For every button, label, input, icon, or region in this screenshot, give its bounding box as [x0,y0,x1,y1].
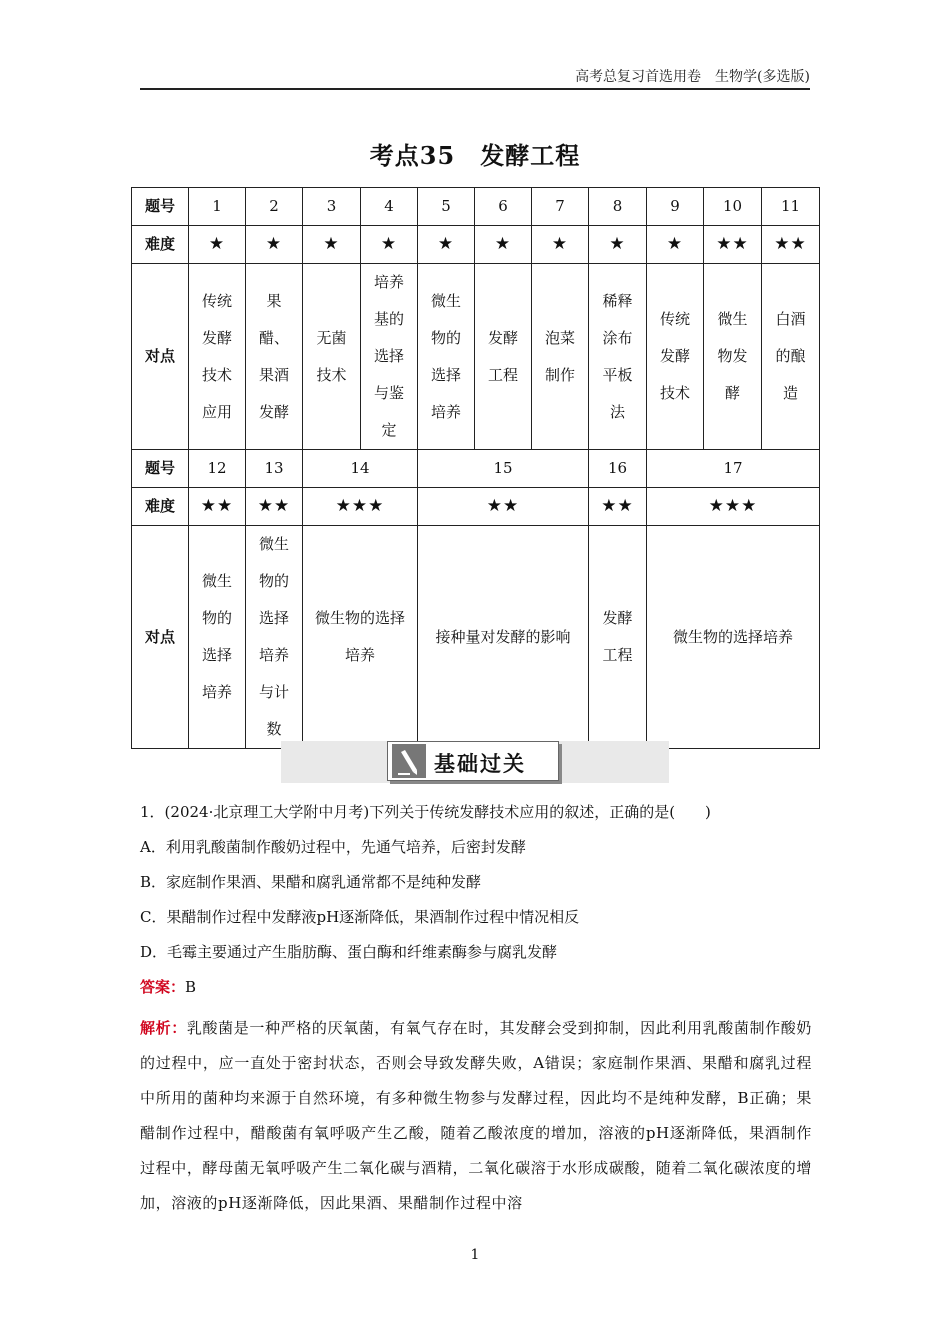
cell-topic: 白酒的酿造 [775,310,806,402]
row-label-number: 题号 [132,450,189,488]
cell-number: 17 [647,450,820,488]
cell-topic: 微生物的选择培养 [430,291,461,421]
banner-label: 基础过关 [434,752,526,776]
cell-difficulty: ★ [589,226,647,264]
cell-topic: 传统发酵技术 [659,310,690,402]
cell-number: 10 [704,188,762,226]
cell-number: 14 [303,450,418,488]
option-b: B．家庭制作果酒、果醋和腐乳通常都不是纯种发酵 [140,873,482,891]
cell-number: 9 [647,188,704,226]
analysis-text: 乳酸菌是一种严格的厌氧菌，有氧气存在时，其发酵会受到抑制，因此利用乳酸菌制作酸奶的过程中，应一直处于密封状态，否则会导致发酵失败，A错误；家庭制作果酒、果醋和腐乳过程中所用的菌种均来源于自然环境，有多种微生物参与发酵过程，因此均不是纯种发酵，B正确；果醋制作过程中，醋酸菌有氧呼吸产生乙酸，随着乙酸浓度的增加，溶液的pH逐渐降低，果酒制作过程中，酵母菌无氧呼吸产生二氧化碳与酒精，二氧化碳溶于水形成碳酸，随着二氧化碳浓度的增加，溶液的pH逐渐降低，因此果酒、果醋制作过程中溶 [140,1019,812,1212]
cell-number: 15 [418,450,589,488]
cell-difficulty: ★★ [704,226,762,264]
row-label-topic: 对点 [132,264,189,450]
cell-topic: 果醋、果酒发酵 [258,291,289,421]
cell-number: 16 [589,450,647,488]
cell-topic: 发酵工程 [602,609,633,664]
cell-number: 6 [475,188,532,226]
header-rule [140,88,810,90]
banner-box [387,741,559,781]
cell-number: 1 [189,188,246,226]
cell-number: 13 [246,450,303,488]
running-header: 高考总复习首选用卷 生物学(多选版) [575,69,810,85]
cell-number: 2 [246,188,303,226]
cell-difficulty: ★ [532,226,589,264]
cell-topic: 微生物的选择培养 [647,526,820,749]
cell-topic: 培养基的选择与鉴定 [373,273,404,439]
page-number: 1 [470,1247,480,1263]
section-banner [281,741,669,783]
cell-topic: 传统发酵技术应用 [201,291,232,421]
cell-difficulty: ★★ [189,488,246,526]
cell-difficulty: ★ [361,226,418,264]
cell-number: 11 [762,188,820,226]
cell-difficulty: ★ [418,226,475,264]
pencil-icon [392,744,426,778]
cell-topic: 发酵工程 [487,328,518,384]
row-label-difficulty: 难度 [132,226,189,264]
difficulty-table [131,187,820,749]
cell-number: 5 [418,188,475,226]
cell-difficulty: ★★ [418,488,589,526]
cell-topic: 无菌技术 [316,328,347,384]
cell-difficulty: ★★ [589,488,647,526]
cell-topic: 微生物的选择培养 [201,572,232,701]
row-label-difficulty: 难度 [132,488,189,526]
answer-value: B [185,978,197,996]
cell-number: 8 [589,188,647,226]
option-c: C．果醋制作过程中发酵液pH逐渐降低，果酒制作过程中情况相反 [140,908,580,926]
analysis-paragraph [140,1011,812,1221]
cell-difficulty: ★★ [762,226,820,264]
cell-number: 4 [361,188,418,226]
analysis-label: 解析： [140,1019,187,1037]
row-label-number: 题号 [132,188,189,226]
page-title: 考点35 发酵工程 [369,141,581,170]
cell-topic: 接种量对发酵的影响 [418,526,589,749]
cell-topic: 微生物发酵 [717,310,748,402]
row-label-topic: 对点 [132,526,189,749]
option-a: A．利用乳酸菌制作酸奶过程中，先通气培养，后密封发酵 [140,838,526,856]
cell-number: 3 [303,188,361,226]
cell-number: 7 [532,188,589,226]
cell-difficulty: ★★ [246,488,303,526]
cell-number: 12 [189,450,246,488]
cell-difficulty: ★★★ [647,488,820,526]
cell-difficulty: ★ [189,226,246,264]
answer-line [140,977,812,997]
answer-label: 答案： [140,978,186,996]
cell-difficulty: ★ [475,226,532,264]
cell-difficulty: ★ [246,226,303,264]
cell-difficulty: ★ [647,226,704,264]
cell-difficulty: ★ [303,226,361,264]
cell-topic: 微生物的选择培养与计数 [258,535,289,738]
cell-difficulty: ★★★ [303,488,418,526]
cell-topic: 泡菜制作 [544,328,575,384]
option-d: D．毛霉主要通过产生脂肪酶、蛋白酶和纤维素酶参与腐乳发酵 [140,943,558,961]
question-stem: 1．(2024·北京理工大学附中月考)下列关于传统发酵技术应用的叙述，正确的是( ) [140,803,711,821]
cell-topic: 稀释涂布平板法 [602,291,633,421]
cell-topic: 微生物的选择培养 [314,609,405,664]
